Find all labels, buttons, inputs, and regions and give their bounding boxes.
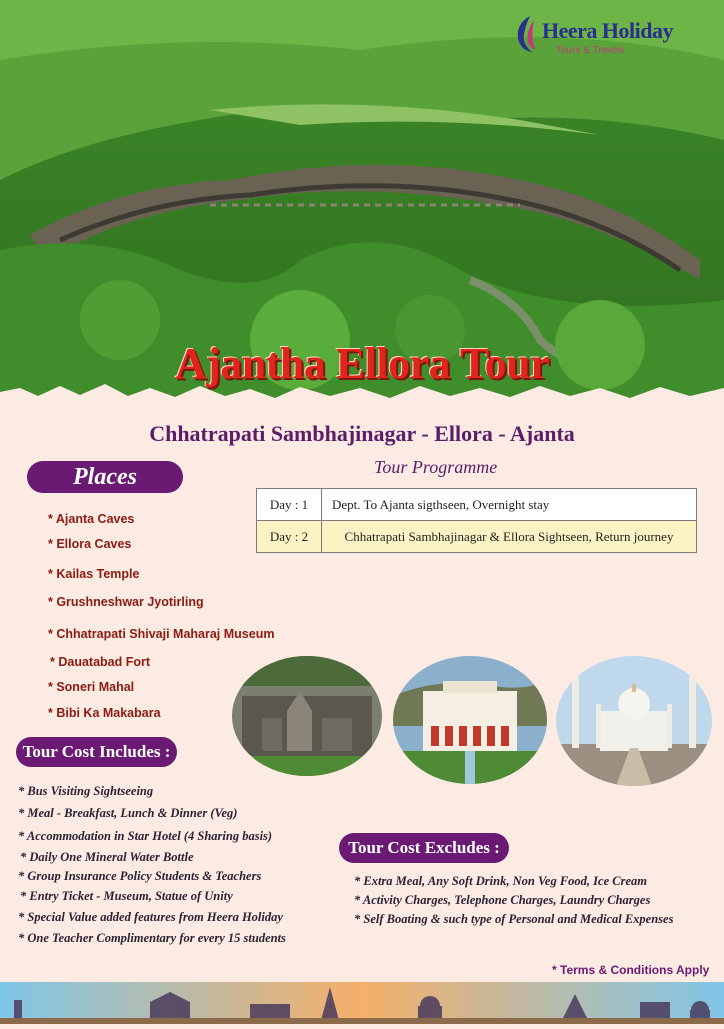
logo-swirl-icon	[512, 14, 538, 54]
include-item: * Accommodation in Star Hotel (4 Sharing basis)	[18, 829, 273, 843]
exclude-item: * Activity Charges, Telephone Charges, Laundry Charges	[354, 893, 651, 907]
place-item: * Soneri Mahal	[48, 680, 135, 694]
place-item: * Bibi Ka Makabara	[48, 706, 161, 720]
include-item: * Daily One Mineral Water Bottle	[20, 850, 194, 864]
place-item: * Grushneshwar Jyotirling	[48, 595, 204, 609]
tour-title: Ajantha Ellora Tour	[174, 339, 550, 388]
place-item: * Chhatrapati Shivaji Maharaj Museum	[48, 627, 275, 641]
places-heading: Places	[27, 461, 183, 493]
ellora-caves-photo	[232, 656, 382, 776]
day-cell: Day : 2	[257, 521, 322, 553]
brand-logo	[512, 12, 712, 62]
include-item: * Meal - Breakfast, Lunch & Dinner (Veg)	[18, 806, 238, 820]
tour-programme-heading: Tour Programme	[374, 457, 498, 477]
place-item: * Ellora Caves	[48, 537, 132, 551]
include-item: * Entry Ticket - Museum, Statue of Unity	[20, 889, 233, 903]
detail-cell: Chhatrapati Sambhajinagar & Ellora Sightseen, Return journey	[322, 521, 697, 553]
soneri-mahal-photo	[393, 656, 547, 784]
exclude-item: * Extra Meal, Any Soft Drink, Non Veg Food, Ice Cream	[354, 874, 647, 888]
logo-tagline: Tours & Travels	[556, 45, 625, 56]
include-item: * Special Value added features from Heera Holiday	[18, 910, 283, 924]
include-item: * Bus Visiting Sightseeing	[18, 784, 154, 798]
place-item: * Kailas Temple	[48, 567, 140, 581]
landmarks-skyline-banner	[0, 982, 724, 1024]
include-item: * One Teacher Complimentary for every 15 students	[18, 931, 286, 945]
detail-cell: Dept. To Ajanta sigthseen, Overnight stay	[322, 489, 697, 521]
day-cell: Day : 1	[257, 489, 322, 521]
table-row	[257, 489, 697, 521]
terms-note: * Terms & Conditions Apply	[552, 963, 710, 977]
bibi-ka-maqbara-photo	[556, 656, 712, 786]
place-item: * Ajanta Caves	[48, 512, 135, 526]
include-item: * Group Insurance Policy Students & Teachers	[18, 869, 262, 883]
place-item: * Dauatabad Fort	[50, 655, 151, 669]
includes-heading: Tour Cost Includes :	[16, 737, 177, 767]
logo-name: Heera Holiday	[542, 18, 673, 43]
excludes-heading: Tour Cost Excludes :	[339, 833, 509, 863]
tour-programme-table	[256, 488, 697, 553]
route-subtitle: Chhatrapati Sambhajinagar - Ellora - Ajanta	[149, 421, 575, 446]
exclude-item: * Self Boating & such type of Personal and Medical Expenses	[354, 912, 674, 926]
table-row	[257, 521, 697, 553]
